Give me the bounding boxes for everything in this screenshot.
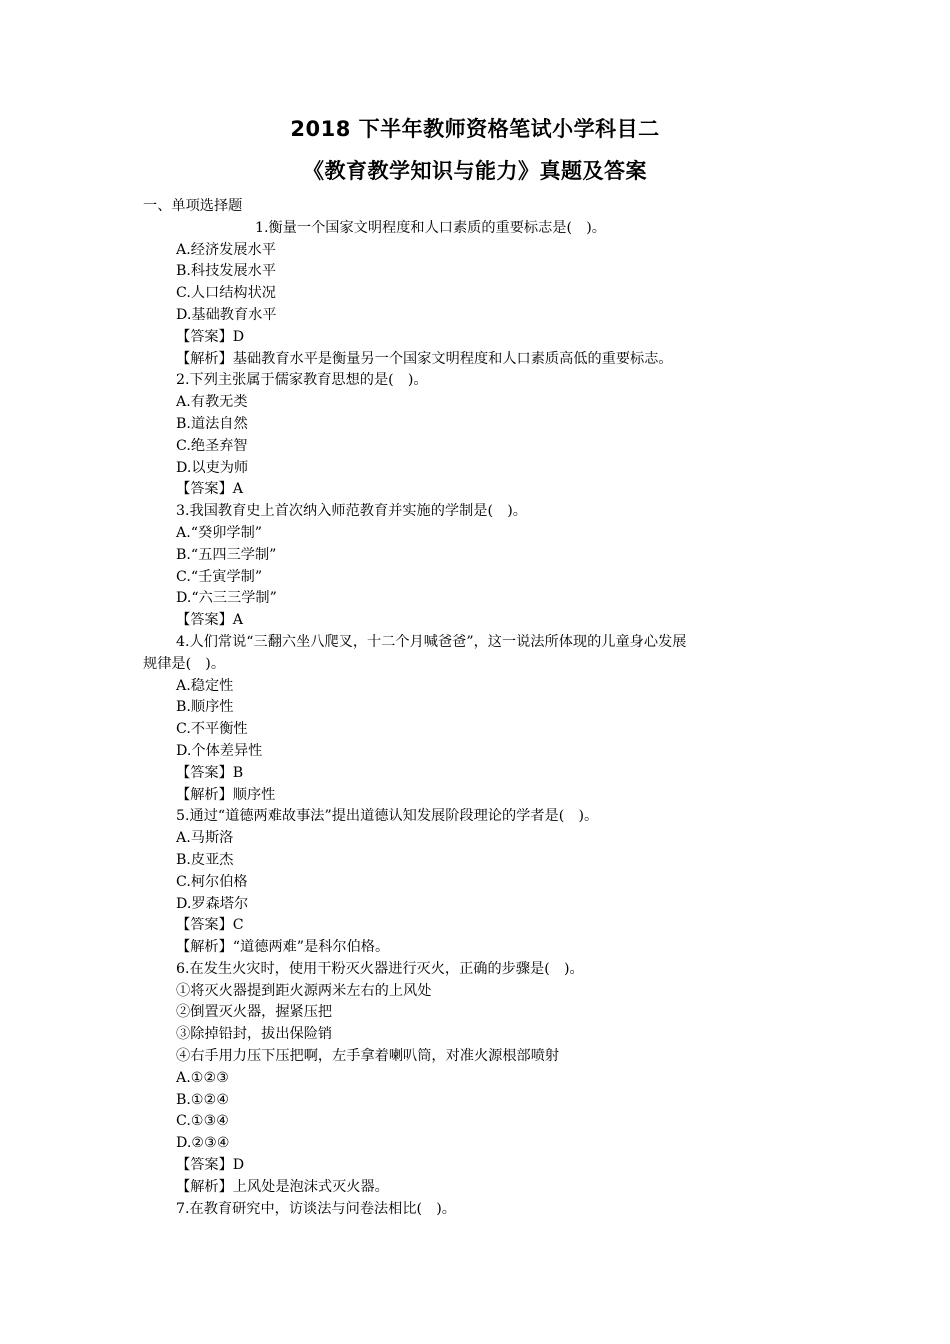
document-title-line-1: 2018 下半年教师资格笔试小学科目二 xyxy=(290,117,660,141)
document-line: 【答案】D xyxy=(176,328,245,345)
document-line: A.有教无类 xyxy=(176,394,248,411)
document-line: B.道法自然 xyxy=(176,415,248,432)
document-line: B.“五四三学制” xyxy=(176,546,277,563)
document-line: 2.下列主张属于儒家教育思想的是( )。 xyxy=(176,372,428,389)
document-line: 规律是( )。 xyxy=(143,655,226,672)
document-line: C.人口结构状况 xyxy=(176,285,276,302)
document-line: B.顺序性 xyxy=(176,699,234,716)
document-line: 【解析】“道德两难”是科尔伯格。 xyxy=(176,939,390,956)
document-line: C.不平衡性 xyxy=(176,721,248,738)
document-line: 【解析】基础教育水平是衡量另一个国家文明程度和人口素质高低的重要标志。 xyxy=(176,350,673,367)
document-line: A.稳定性 xyxy=(176,677,234,694)
document-line: A.①②③ xyxy=(176,1069,229,1086)
document-line: D.以吏为师 xyxy=(176,459,249,476)
document-line: A.“癸卯学制” xyxy=(176,524,263,541)
document-line: 【答案】C xyxy=(176,917,244,934)
document-line: 【解析】上风处是泡沫式灭火器。 xyxy=(176,1178,389,1195)
document-line: 4.人们常说“三翻六坐八爬叉，十二个月喊爸爸”，这一说法所体现的儿童身心发展 xyxy=(176,633,687,650)
document-line: 【答案】A xyxy=(176,612,243,629)
document-title-line-2: 《教育教学知识与能力》真题及答案 xyxy=(303,159,647,183)
document-line: D.个体差异性 xyxy=(176,742,263,759)
document-line: D.罗森塔尔 xyxy=(176,895,249,912)
document-line: 6.在发生火灾时，使用干粉灭火器进行灭火，正确的步骤是( )。 xyxy=(176,960,584,977)
document-line: 7.在教育研究中，访谈法与问卷法相比( )。 xyxy=(176,1200,456,1217)
document-line: 【答案】D xyxy=(176,1157,245,1174)
document-line: C.柯尔伯格 xyxy=(176,873,248,890)
document-body xyxy=(143,196,813,1220)
document-line: C.①③④ xyxy=(176,1113,230,1130)
document-line: B.皮亚杰 xyxy=(176,851,234,868)
document-line: 1.衡量一个国家文明程度和人口素质的重要标志是( )。 xyxy=(255,219,606,236)
document-line: B.科技发展水平 xyxy=(176,263,277,280)
document-line: C.绝圣弃智 xyxy=(176,437,248,454)
document-line: D.②③④ xyxy=(176,1135,230,1152)
document-line: ②倒置灭火器，握紧压把 xyxy=(176,1004,333,1021)
document-line: ③除掉铅封，拔出保险销 xyxy=(176,1026,333,1043)
document-line: C.“壬寅学制” xyxy=(176,568,263,585)
document-line: 【答案】A xyxy=(176,481,243,498)
document-line: A.马斯洛 xyxy=(176,830,234,847)
document-line: B.①②④ xyxy=(176,1091,230,1108)
document-line: D.基础教育水平 xyxy=(176,306,277,323)
document-line: 5.通过“道德两难故事法”提出道德认知发展阶段理论的学者是( )。 xyxy=(176,808,599,825)
document-line: ④右手用力压下压把啊，左手拿着喇叭筒，对准火源根部喷射 xyxy=(176,1048,560,1065)
document-line: 【解析】顺序性 xyxy=(176,786,276,803)
document-line: D.“六三三学制” xyxy=(176,590,277,607)
document-line: A.经济发展水平 xyxy=(176,241,276,258)
document-line: 3.我国教育史上首次纳入师范教育并实施的学制是( )。 xyxy=(176,503,527,520)
document-line: ①将灭火器提到距火源两米左右的上风处 xyxy=(176,982,432,999)
document-line: 一、单项选择题 xyxy=(143,198,243,214)
document-line: 【答案】B xyxy=(176,764,244,781)
